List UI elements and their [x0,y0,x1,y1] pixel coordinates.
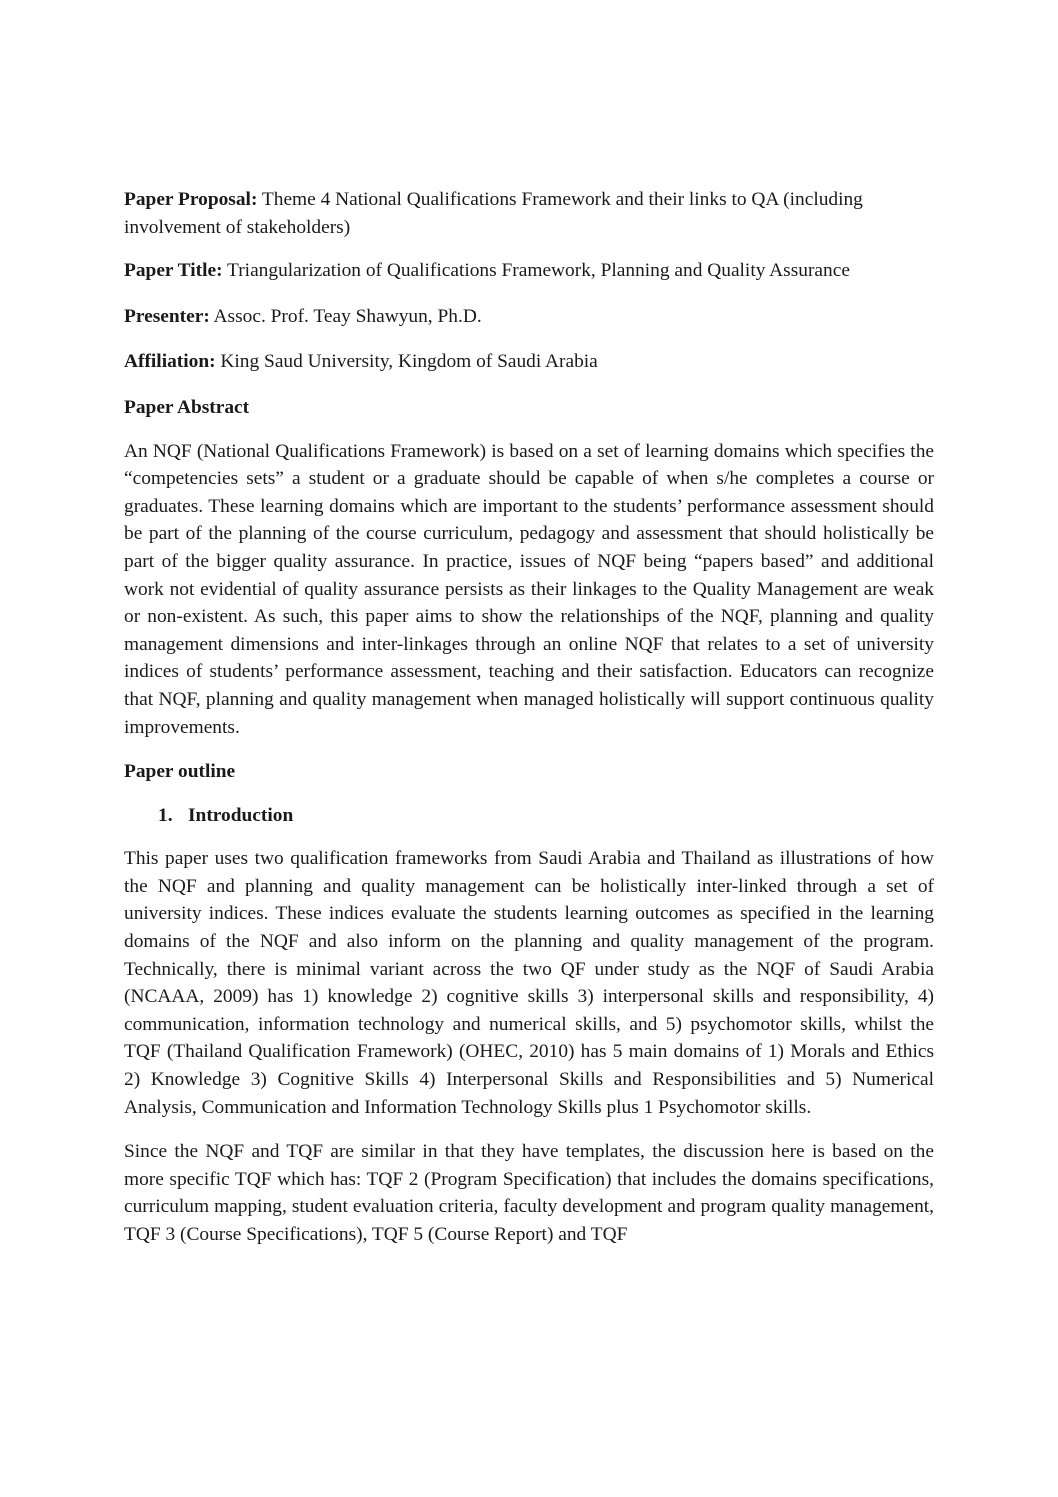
introduction-paragraph-1: This paper uses two qualification frameworks from Saudi Arabia and Thailand as illustrations of how the NQF and planning and quality management can be holistically inter-linked through a set of university indices. These indices evaluate the students learning outcomes as specified in the learning domains of the NQF and also inform on the planning and quality management of the program. Technically, there is minimal variant across the two QF under study as the NQF of Saudi Arabia (NCAAA, 2009) has 1) knowledge 2) cognitive skills 3) interpersonal skills and responsibility, 4) communication, information technology and numerical skills, and 5) psychomotor skills, whilst the TQF (Thailand Qualification Framework) (OHEC, 2010) has 5 main domains of 1) Morals and Ethics 2) Knowledge 3) Cognitive Skills 4) Interpersonal Skills and Responsibilities and 5) Numerical Analysis, Communication and Information Technology Skills plus 1 Psychomotor skills. [124,848,934,1118]
abstract-heading: Paper Abstract [124,396,250,418]
paper-title-line [124,257,934,285]
paper-proposal-value: Theme 4 National Qualifications Framework and their links to QA (including involvement of stakeholders) [124,189,863,238]
presenter-value: Assoc. Prof. Teay Shawyun, Ph.D. [209,305,482,327]
section-title: Introduction [188,804,294,826]
outline-heading: Paper outline [124,761,236,783]
document-page [124,186,934,1266]
affiliation-value: King Saud University, Kingdom of Saudi Arabia [215,351,598,373]
abstract-text: An NQF (National Qualifications Framework) is based on a set of learning domains which specifies the “competencies sets” a student or a graduate should be capable of when s/he completes a course or graduates. These learning domains which are important to the students’ performance assessment should be part of the planning of the course curriculum, pedagogy and assessment that should holistically be part of the bigger quality assurance. In practice, issues of NQF being “papers based” and additional work not evidential of quality assurance persists as their linkages to the Quality Management are weak or non-existent. As such, this paper aims to show the relationships of the NQF, planning and quality management dimensions and inter-linkages through an online NQF that relates to a set of university indices of students’ performance assessment, teaching and their satisfaction. Educators can recognize that NQF, planning and quality management when managed holistically will support continuous quality improvements. [124,440,934,738]
paper-title-label: Paper Title: [124,260,223,282]
section-number: 1. [158,804,173,826]
paper-proposal-label: Paper Proposal: [124,189,258,210]
presenter-label: Presenter: [124,305,210,327]
affiliation-line [124,348,934,376]
paper-title-value: Triangularization of Qualifications Framework, Planning and Quality Assurance [222,260,850,282]
introduction-paragraph-2: Since the NQF and TQF are similar in that they have templates, the discussion here is based on the more specific TQF which has: TQF 2 (Program Specification) that includes the domains specifications, curriculum mapping, student evaluation criteria, faculty development and program quality management, TQF 3 (Course Specifications), TQF 5 (Course Report) and TQF [124,1141,934,1245]
affiliation-label: Affiliation: [124,351,216,373]
section-heading-introduction [158,802,934,830]
paper-proposal-line [124,186,934,241]
presenter-line [124,303,934,331]
